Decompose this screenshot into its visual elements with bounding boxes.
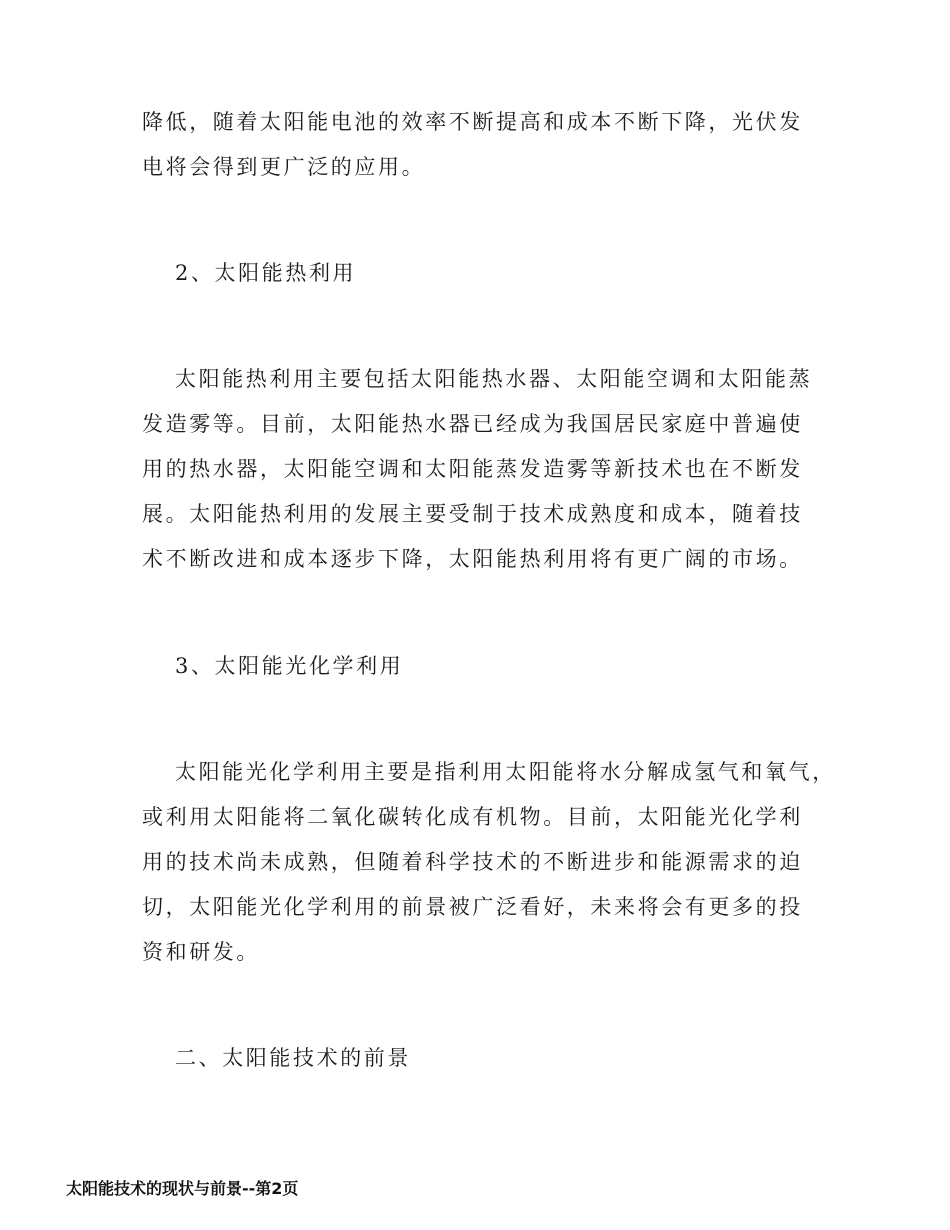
paragraph-line: 用的热水器，太阳能空调和太阳能蒸发造雾等新技术也在不断发 [142, 457, 803, 481]
paragraph-line: 用的技术尚未成熟，但随着科学技术的不断进步和能源需求的迫 [142, 850, 803, 874]
paragraph-line: 发造雾等。目前，太阳能热水器已经成为我国居民家庭中普遍使 [142, 412, 803, 436]
chapter-heading: 二、太阳能技术的前景 [175, 1046, 411, 1070]
paragraph-line: 太阳能热利用主要包括太阳能热水器、太阳能空调和太阳能蒸 [175, 367, 813, 391]
paragraph-line: 资和研发。 [142, 940, 260, 964]
section-heading: 2、太阳能热利用 [175, 261, 357, 285]
paragraph-line: 降低，随着太阳能电池的效率不断提高和成本不断下降，光伏发 [142, 110, 803, 134]
paragraph-line: 术不断改进和成本逐步下降，太阳能热利用将有更广阔的市场。 [142, 547, 803, 571]
paragraph-line: 切，太阳能光化学利用的前景被广泛看好，未来将会有更多的投 [142, 895, 803, 919]
paragraph-line: 电将会得到更广泛的应用。 [142, 155, 426, 179]
page-footer: 太阳能技术的现状与前景--第2页 [66, 1179, 299, 1198]
paragraph-line: 太阳能光化学利用主要是指利用太阳能将水分解成氢气和氧气， [175, 760, 836, 784]
section-heading: 3、太阳能光化学利用 [175, 654, 404, 678]
paragraph-line: 展。太阳能热利用的发展主要受制于技术成熟度和成本，随着技 [142, 502, 803, 526]
paragraph-line: 或利用太阳能将二氧化碳转化成有机物。目前，太阳能光化学利 [142, 805, 803, 829]
